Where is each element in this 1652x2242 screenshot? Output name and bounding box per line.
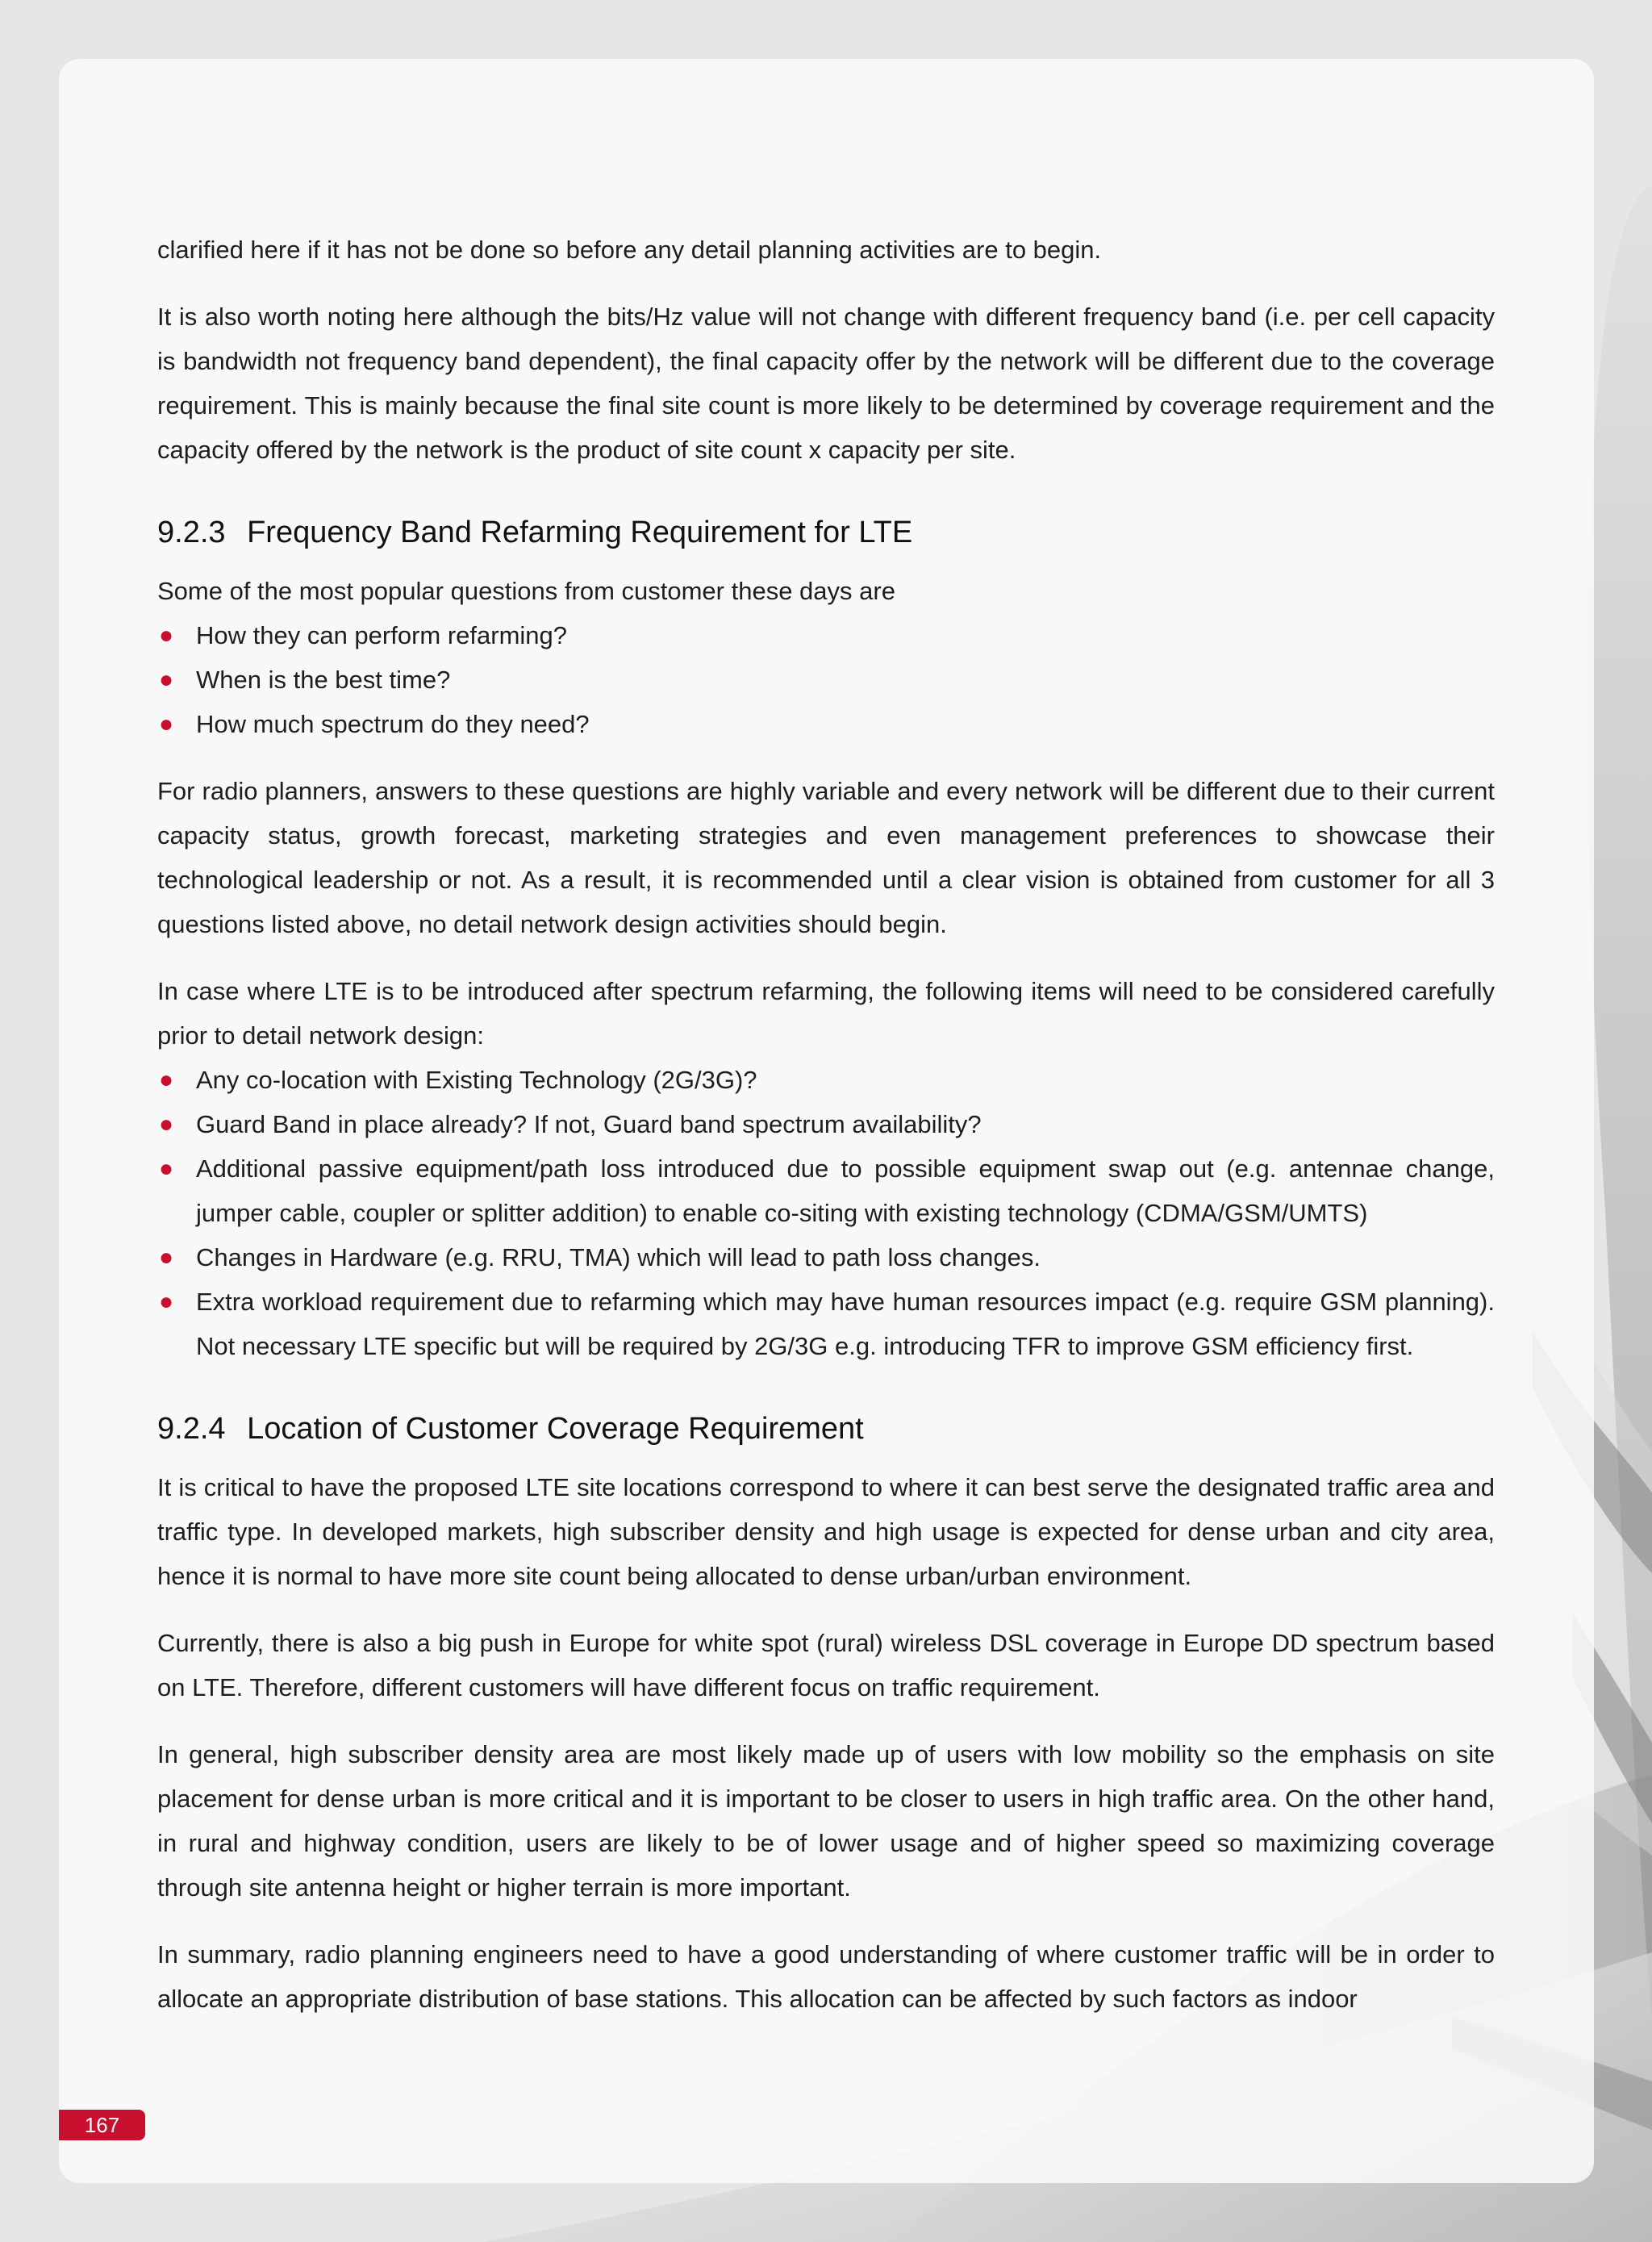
section-heading-9-2-3 bbox=[157, 509, 1495, 556]
paragraph: For radio planners, answers to these questions are highly variable and every network will be different due to their current capacity status, growth forecast, marketing strategies and even management preferences to showcase their technological leadership or not. As a result, it is recommended until a clear vision is obtained from customer for all 3 questions listed above, no detail network design activities should begin. bbox=[157, 777, 1495, 938]
bullet-list bbox=[157, 613, 1495, 746]
bullet-icon: ● bbox=[159, 1155, 174, 1182]
bullet-icon: ● bbox=[159, 1288, 174, 1315]
section-title: Location of Customer Coverage Requirement bbox=[247, 1412, 864, 1446]
paragraph: In summary, radio planning engineers need to have a good understanding of where customer traffic will be in order to allocate an appropriate distribution of base stations. This allocation can be affected by such factors as indoor bbox=[157, 1940, 1495, 2013]
list-item: ● Extra workload requirement due to refarming which may have human resources impact (e.g. require GSM planning). Not necessary LTE specific but will be required by 2G/3G e.g. introducing TFR to improve GSM efficiency first. bbox=[157, 1280, 1495, 1368]
paragraph: Some of the most popular questions from customer these days are bbox=[157, 577, 895, 605]
page-number-badge: 167 bbox=[59, 2110, 145, 2140]
section-title: Frequency Band Refarming Requirement for LTE bbox=[247, 516, 913, 549]
list-item: ● Changes in Hardware (e.g. RRU, TMA) which will lead to path loss changes. bbox=[157, 1235, 1495, 1280]
paragraph: In general, high subscriber density area are most likely made up of users with low mobility so the emphasis on site placement for dense urban is more critical and it is important to be closer to users in high traffic area. On the other hand, in rural and highway condition, users are likely to be of lower usage and of higher speed so maximizing coverage through site antenna height or higher terrain is more important. bbox=[157, 1740, 1495, 1902]
list-item: ● Guard Band in place already? If not, Guard band spectrum availability? bbox=[157, 1102, 1495, 1146]
paragraph: It is critical to have the proposed LTE site locations correspond to where it can best serve the designated traffic area and traffic type. In developed markets, high subscriber density and high usage is expected for dense urban and city area, hence it is normal to have more site count being allocated to dense urban/urban environment. bbox=[157, 1473, 1495, 1590]
list-item: ● How much spectrum do they need? bbox=[157, 702, 1495, 746]
list-item: ● Additional passive equipment/path loss introduced due to possible equipment swap out (e.g. antennae change, jumper cable, coupler or splitter addition) to enable co-siting with existing technology (CDMA/GSM/UMTS) bbox=[157, 1146, 1495, 1235]
list-item: ● How they can perform refarming? bbox=[157, 613, 1495, 658]
paragraph: It is also worth noting here although the bits/Hz value will not change with different frequency band (i.e. per cell capacity is bandwidth not frequency band dependent), the final capacity offer by the network will be different due to the coverage requirement. This is mainly because the final site count is more likely to be determined by coverage requirement and the capacity offered by the network is the product of site count x capacity per site. bbox=[157, 303, 1495, 464]
section-heading-9-2-4 bbox=[157, 1405, 1495, 1452]
section-number: 9.2.3 bbox=[157, 516, 226, 549]
section-number: 9.2.4 bbox=[157, 1412, 226, 1446]
paragraph: In case where LTE is to be introduced after spectrum refarming, the following items will need to be considered carefully prior to detail network design: bbox=[157, 977, 1495, 1050]
bullet-list bbox=[157, 1058, 1495, 1368]
bullet-icon: ● bbox=[159, 622, 174, 649]
bullet-icon: ● bbox=[159, 1111, 174, 1138]
bullet-icon: ● bbox=[159, 1244, 174, 1271]
paragraph: clarified here if it has not be done so before any detail planning activities are to begin. bbox=[157, 236, 1102, 264]
bullet-icon: ● bbox=[159, 1067, 174, 1093]
bullet-icon: ● bbox=[159, 666, 174, 693]
list-item: ● Any co-location with Existing Technology (2G/3G)? bbox=[157, 1058, 1495, 1102]
document-body bbox=[157, 228, 1495, 2044]
paragraph: Currently, there is also a big push in Europe for white spot (rural) wireless DSL coverage in Europe DD spectrum based on LTE. Therefore, different customers will have different focus on traffic requirement. bbox=[157, 1629, 1495, 1701]
list-item: ● When is the best time? bbox=[157, 658, 1495, 702]
bullet-icon: ● bbox=[159, 711, 174, 737]
